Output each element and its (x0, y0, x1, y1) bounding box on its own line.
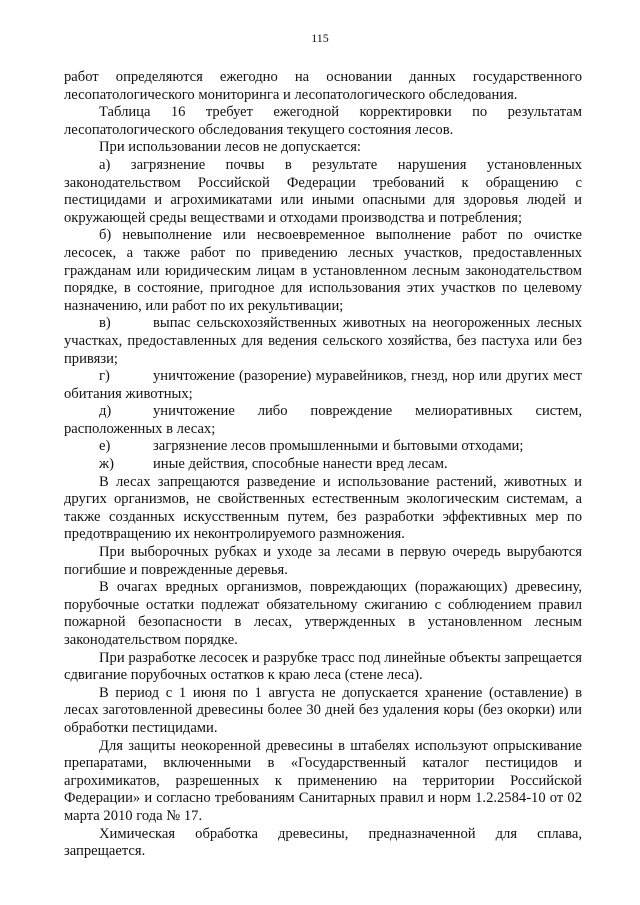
list-item-text: уничтожение (разорение) муравейников, гнезд, нор или других мест обитания животных; (64, 368, 582, 402)
list-item-text: уничтожение либо повреждение мелиоративных систем, расположенных в лесах; (64, 403, 582, 437)
list-marker: в) (99, 315, 111, 332)
body-text (64, 69, 582, 861)
list-item-d (64, 403, 582, 438)
list-marker: д) (99, 403, 112, 420)
list-item-v (64, 315, 582, 368)
list-marker: е) (99, 438, 111, 455)
list-item-g (64, 368, 582, 403)
paragraph: работ определяются ежегодно на основании данных государственного лесопатологического мониторинга и лесопатологического обследования. (64, 69, 582, 103)
paragraph: В период с 1 июня по 1 августа не допускается хранение (оставление) в лесах заготовленной древесины более 30 дней без удаления коры (без окорки) или обработки пестицидами. (64, 684, 582, 736)
list-marker: г) (99, 368, 110, 385)
paragraph: При использовании лесов не допускается: (99, 139, 361, 156)
list-item-e (64, 438, 582, 456)
paragraph: При выборочных рубках и уходе за лесами в первую очередь вырубаются погибшие и поврежденные деревья. (64, 544, 582, 578)
paragraph: Химическая обработка древесины, предназначенной для сплава, запрещается. (64, 825, 582, 860)
list-item-a: а) загрязнение почвы в результате нарушения установленных законодательством Российской Федерации требований к обращению с пестицидами и агрохимикатами или иными опасными для здоровья людей и окружающей среды веществами и отходами производства и потребления; (64, 156, 582, 226)
list-item-zh (64, 456, 582, 474)
list-item-b: б) невыполнение или несвоевременное выполнение работ по очистке лесосек, а также работ по приведению лесных участков, предоставленных гражданам или юридическим лицам в установленном лесным законодательством порядке, в состояние, пригодное для использования этих участков по целевому назначению, или работ по их рекультивации; (64, 227, 582, 314)
paragraph: Таблица 16 требует ежегодной корректировки по результатам лесопатологического обследования текущего состояния лесов. (64, 104, 582, 138)
list-item-text: иные действия, способные нанести вред лесам. (153, 456, 448, 473)
page-number: 115 (311, 31, 329, 45)
list-marker: ж) (99, 456, 114, 473)
paragraph: В очагах вредных организмов, повреждающих (поражающих) древесину, порубочные остатки подлежат обязательному сжиганию с соблюдением правил пожарной безопасности в лесах, утвержденных в установленном лесным законодательством порядке. (64, 579, 582, 648)
paragraph: При разработке лесосек и разрубке трасс под линейные объекты запрещается сдвигание порубочных остатков к краю леса (стене леса). (64, 649, 582, 684)
list-item-text: выпас сельскохозяйственных животных на неогороженных лесных участках, предоставленных для ведения сельского хозяйства, без пастуха или без привязи; (64, 315, 582, 367)
paragraph: В лесах запрещаются разведение и использование растений, животных и других организмов, не свойственных естественным экологическим системам, а также созданных искусственным путем, без разработки эффективных мер по предотвращению их неконтролируемого размножения. (64, 473, 582, 543)
paragraph: Для защиты неокоренной древесины в штабелях используют опрыскивание препаратами, включенными в «Государственный каталог пестицидов и агрохимикатов, разрешенных к применению на территории Российской Федерации» и согласно требованиям Санитарных правил и норм 1.2.2584-10 от 02 марта 2010 года № 17. (64, 737, 582, 824)
list-item-text: загрязнение лесов промышленными и бытовыми отходами; (153, 438, 524, 455)
